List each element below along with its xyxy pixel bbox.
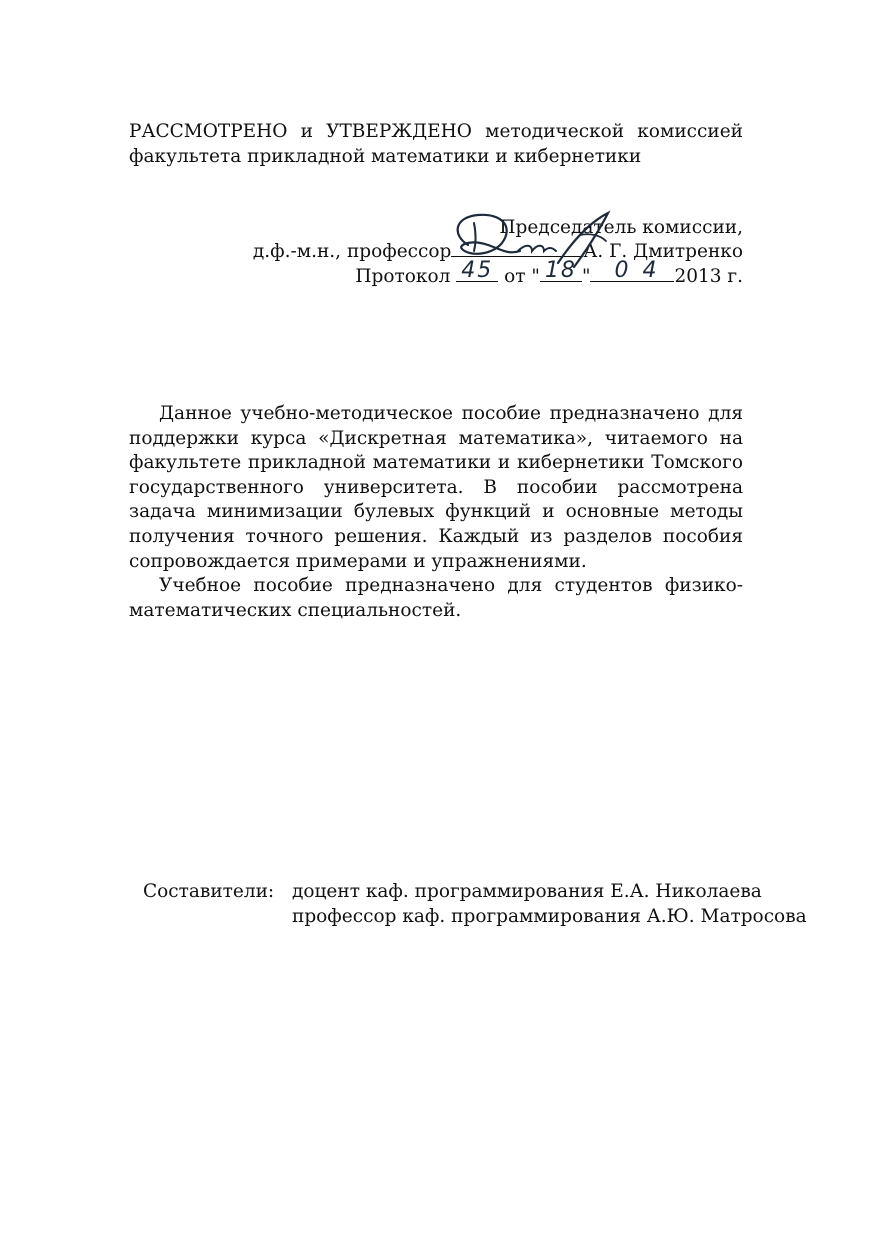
handwritten-signature — [440, 205, 610, 275]
compilers-label: Составители: — [143, 881, 275, 902]
protocol-from: от — [504, 266, 526, 287]
approval-line-1: РАССМОТРЕНО и УТВЕРЖДЕНО методической комиссией — [129, 121, 743, 142]
chair-degree: д.ф.-м.н., профессор — [252, 241, 452, 262]
approval-line-2: факультета прикладной математики и кибернетики — [129, 146, 642, 167]
protocol-year: 2013 г. — [674, 266, 743, 287]
quote-open: " — [531, 266, 540, 287]
chair-name: А. Г. Дмитренко — [583, 241, 743, 262]
protocol-month: 04 — [614, 258, 671, 283]
protocol-label: Протокол — [355, 266, 451, 287]
quote-close: " — [581, 266, 591, 287]
protocol-number: 45 — [461, 258, 494, 283]
abstract-paragraph-2: Учебное пособие предназначено для студентов физико-математических специальностей. — [129, 575, 743, 621]
abstract — [129, 402, 743, 623]
compilers-list — [292, 880, 807, 930]
abstract-paragraph-1: Данное учебно-методическое пособие предназначено для поддержки курса «Дискретная математика», читаемого на факультете прикладной математики и кибернетики Томского государственного университета. В пособии рассмотрена задача минимизации булевых функций и основные методы получения точного решения. Каждый из разделов пособия сопровождается примерами и упражнениями. — [129, 403, 743, 572]
chair-title: Председатель комиссии, — [499, 217, 743, 238]
protocol-day: 18 — [544, 258, 577, 283]
compiler-item: профессор каф. программирования А.Ю. Матросова — [292, 906, 807, 927]
compiler-item: доцент каф. программирования Е.А. Николаева — [292, 881, 762, 902]
